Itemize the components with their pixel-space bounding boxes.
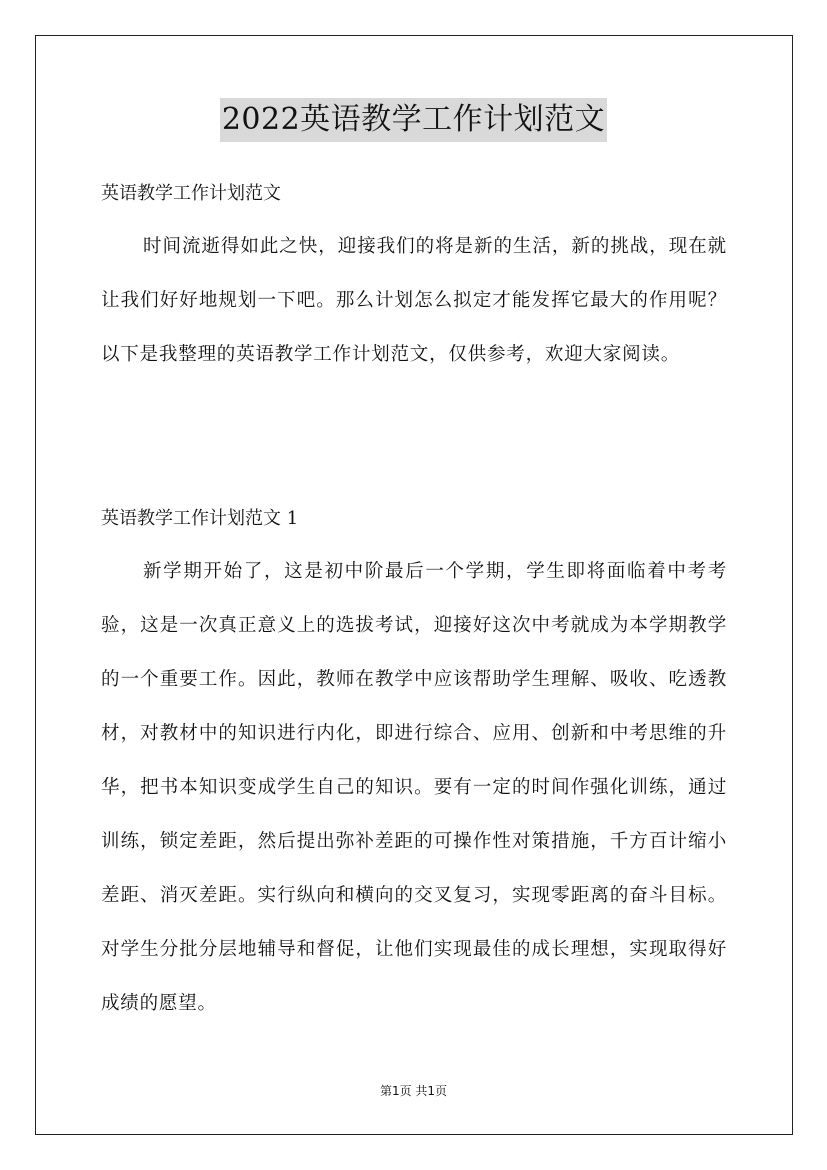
- document-title: 2022英语教学工作计划范文: [220, 98, 607, 142]
- title-container: [0, 98, 827, 142]
- intro-heading: 英语教学工作计划范文: [101, 183, 281, 204]
- page-footer: 第1页 共1页: [379, 1084, 448, 1098]
- section1-paragraph: 新学期开始了，这是初中阶最后一个学期，学生即将面临着中考考验，这是一次真正意义上的选拔考试，迎接好这次中考就成为本学期教学的一个重要工作。因此，教师在教学中应该帮助学生理解、吸收、吃透教材，对教材中的知识进行内化，即进行综合、应用、创新和中考思维的升华，把书本知识变成学生自己的知识。要有一定的时间作强化训练，通过训练，锁定差距，然后提出弥补差距的可操作性对策措施，千方百计缩小差距、消灭差距。实行纵向和横向的交叉复习，实现零距离的奋斗目标。对学生分批分层地辅导和督促，让他们实现最佳的成长理想，实现取得好成绩的愿望。: [101, 561, 727, 1014]
- intro-paragraph: 时间流逝得如此之快，迎接我们的将是新的生活，新的挑战，现在就让我们好好地规划一下吧。那么计划怎么拟定才能发挥它最大的作用呢？以下是我整理的英语教学工作计划范文，仅供参考，欢迎大家阅读。: [101, 236, 727, 365]
- section1-heading: 英语教学工作计划范文 1: [101, 508, 299, 529]
